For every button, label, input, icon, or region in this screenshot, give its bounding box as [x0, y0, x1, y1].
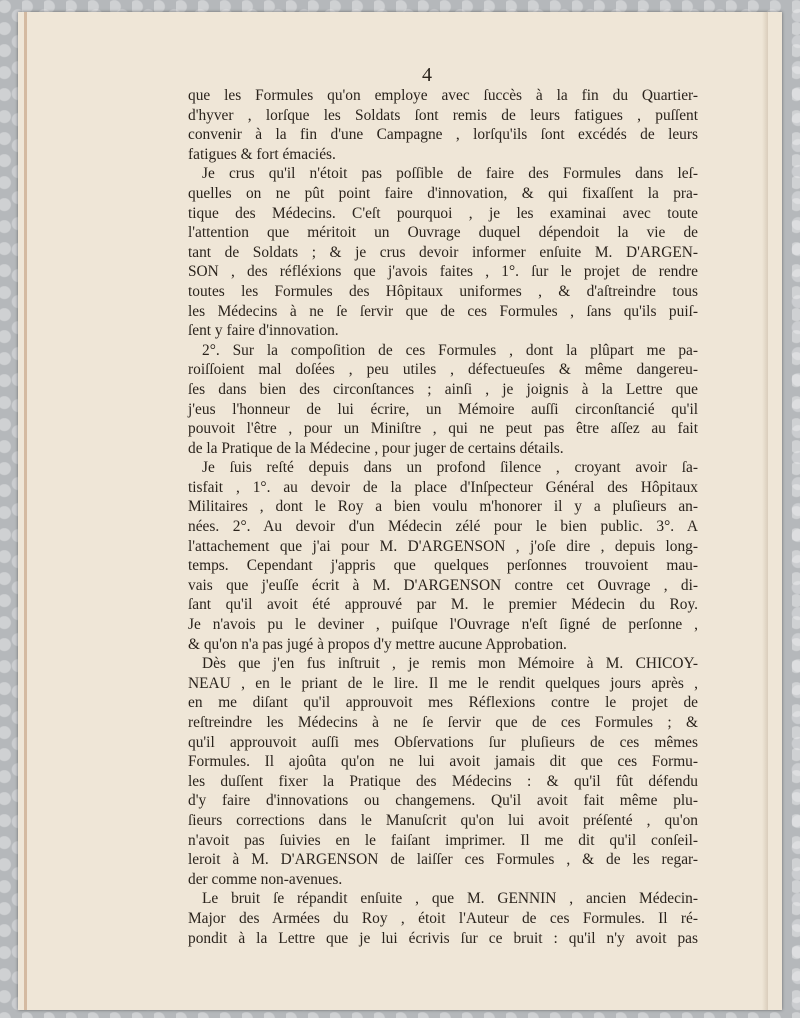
text-line: temps. Cependant j'appris que quelques perſonnes trouvoient mau- — [188, 557, 698, 575]
text-line: Je n'avois pu le deviner , puiſque l'Ouvrage n'eſt ſigné de perſonne , — [188, 616, 698, 634]
text-line: Major des Armées du Roy , étoit l'Auteur de ces Formules. Il ré- — [188, 909, 698, 927]
text-line: convenir à la fin d'une Campagne , lorſqu'ils ſont excédés de leurs — [188, 126, 698, 144]
text-line: leroit à M. D'ARGENSON de laiſſer ces Formules , & de les regar- — [188, 851, 698, 869]
text-line: l'attachement que j'ai pour M. D'ARGENSON , j'oſe dire , depuis long- — [188, 537, 698, 555]
text-line: fatigues & fort émaciés. — [188, 145, 336, 163]
text-line: pouvoit l'être , pour un Miniſtre , qui ne peut pas être aſſez au fait — [188, 420, 698, 438]
text-line: que les Formules qu'on employe avec ſuccès à la fin du Quartier- — [188, 87, 698, 104]
text-line: quelles on ne pût point faire d'innovation, & qui fixaſſent la pra- — [188, 184, 698, 202]
text-line: tique des Médecins. C'eſt pourquoi , je les examinai avec toute — [188, 204, 698, 222]
text-line: 2°. Sur la compoſition de ces Formules , dont la plûpart me pa- — [202, 341, 698, 359]
text-line: j'eus l'honneur de lui écrire, un Mémoire auſſi circonſtancié qu'il — [188, 400, 698, 418]
page-number: 4 — [422, 64, 432, 86]
text-line: pondit à la Lettre que je lui écrivis ſur ce bruit : qu'il n'y avoit pas — [188, 929, 698, 947]
text-line: Formules. Il ajoûta qu'on ne lui avoit jamais dit que ces Formu- — [188, 753, 698, 771]
text-line: Dès que j'en fus inſtruit , je remis mon Mémoire à M. CHICOY- — [202, 655, 698, 673]
book-page — [18, 12, 782, 1010]
text-line: Je ſuis reſté depuis dans un profond ſilence , croyant avoir ſa- — [202, 459, 698, 477]
text-line: en me diſant qu'il approuvoit mes Réflexions contre le projet de — [188, 694, 698, 712]
text-line: toutes les Formules des Hôpitaux uniformes , & d'aſtreindre tous — [188, 282, 698, 300]
text-line: n'avoit pas ſuivies en le faiſant imprimer. Il me dit qu'il conſeil- — [188, 831, 698, 849]
text-line: ſant qu'il avoit été approuvé par M. le premier Médecin du Roy. — [188, 596, 698, 614]
text-line: les Médecins à ne ſe ſervir que de ces Formules , ſans qu'ils puiſ- — [188, 302, 698, 320]
text-line: tisfait , 1°. au devoir de la place d'Inſpecteur Général des Hôpitaux — [188, 478, 698, 496]
text-line: & qu'on n'a pas jugé à propos d'y mettre aucune Approbation. — [188, 635, 567, 653]
text-line: roiſſoient mal doſées , peu utiles , défectueuſes & même dangereu- — [188, 361, 698, 379]
text-line: qu'il approuvoit auſſi mes Obſervations ſur pluſieurs de ces mêmes — [188, 733, 698, 751]
text-line: Le bruit ſe répandit enſuite , que M. GENNIN , ancien Médecin- — [202, 890, 698, 908]
text-line: ſieurs corrections dans le Manuſcrit qu'on lui avoit préſenté , qu'on — [188, 811, 698, 829]
text-line: reſtreindre les Médecins à ne ſe ſervir que de ces Formules ; & — [188, 714, 698, 731]
text-line: d'hyver , lorſque les Soldats ſont remis de leurs fatigues , puſſent — [188, 106, 698, 124]
text-line: nées. 2°. Au devoir d'un Médecin zélé pour le bien public. 3°. A — [188, 518, 698, 536]
text-line: de la Pratique de la Médecine , pour juger de certains détails. — [188, 439, 564, 457]
text-line: tant de Soldats ; & je crus devoir informer enſuite M. D'ARGEN- — [188, 243, 698, 261]
text-line: l'attention que méritoit un Ouvrage duquel dépendoit la vie de — [188, 224, 698, 242]
text-line: Je crus qu'il n'étoit pas poſſible de faire des Formules dans leſ- — [202, 165, 698, 183]
text-line: les duſſent fixer la Pratique des Médecins : & qu'il fût défendu — [188, 772, 698, 790]
text-line: der comme non-avenues. — [188, 870, 343, 888]
text-line: vais que j'euſſe écrit à M. D'ARGENSON contre cet Ouvrage , di- — [188, 576, 698, 594]
text-line: NEAU , en le priant de le lire. Il me le rendit quelques jours après , — [188, 674, 698, 692]
text-line: Militaires , dont le Roy a bien voulu m'honorer il y a pluſieurs an- — [188, 498, 698, 516]
body-text — [188, 86, 698, 948]
text-line: ſes dans bien des circonſtances ; ainſi , je joignis à la Lettre que — [188, 380, 698, 398]
text-line: ſent y faire d'innovation. — [188, 322, 339, 340]
text-line: d'y faire d'innovations ou changemens. Qu'il avoit fait même plu- — [188, 792, 698, 810]
text-line: SON , des réfléxions que j'avois faites , 1°. ſur le projet de rendre — [188, 263, 698, 281]
